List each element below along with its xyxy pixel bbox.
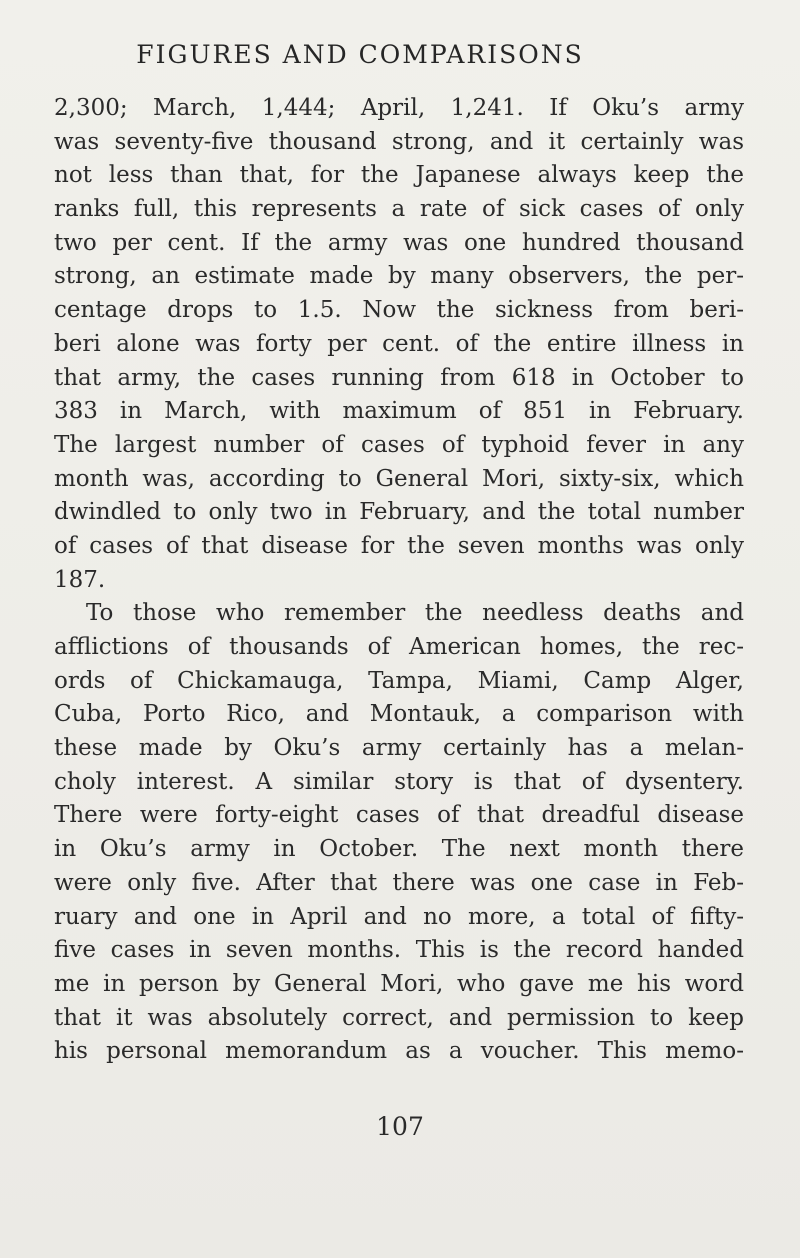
text-line: of cases of that disease for the seven months was only	[54, 532, 744, 559]
text-line: 2,300; March, 1,444; April, 1,241. If Oku’s army	[54, 95, 744, 121]
paragraph-1	[54, 92, 744, 597]
page-number: 107	[376, 1112, 424, 1141]
text-line: 383 in March, with maximum of 851 in February.	[54, 398, 744, 425]
text-line: strong, an estimate made by many observers, the per-	[54, 263, 744, 290]
text-line: five cases in seven months. This is the record handed	[54, 937, 744, 964]
text-line: ords of Chickamauga, Tampa, Miami, Camp Alger,	[54, 667, 744, 694]
text-line: me in person by General Mori, who gave me his word	[54, 970, 744, 997]
text-line: not less than that, for the Japanese always keep the	[54, 162, 744, 189]
text-line: To those who remember the needless deaths and	[86, 600, 744, 627]
text-line: two per cent. If the army was one hundred thousand	[54, 229, 744, 256]
body-text	[54, 92, 744, 1069]
text-line: these made by Oku’s army certainly has a melan-	[54, 735, 744, 762]
text-line: were only five. After that there was one case in Feb-	[54, 869, 744, 896]
text-line: dwindled to only two in February, and the total number	[54, 499, 744, 526]
text-line: choly interest. A similar story is that of dysentery.	[54, 768, 744, 795]
text-line: ruary and one in April and no more, a total of fifty-	[54, 903, 744, 930]
text-line: centage drops to 1.5. Now the sickness from beri-	[54, 297, 744, 324]
text-line: The largest number of cases of typhoid fever in any	[54, 431, 744, 458]
text-line: in Oku’s army in October. The next month there	[54, 836, 744, 863]
text-line: that it was absolutely correct, and permission to keep	[54, 1004, 744, 1031]
text-line: beri alone was forty per cent. of the entire illness in	[54, 330, 744, 357]
running-head: FIGURES AND COMPARISONS	[136, 40, 584, 69]
text-line: Cuba, Porto Rico, and Montauk, a comparison with	[54, 701, 744, 728]
text-line: ranks full, this represents a rate of sick cases of only	[54, 196, 744, 223]
paragraph-2	[54, 597, 744, 1069]
text-line: that army, the cases running from 618 in October to	[54, 364, 744, 391]
text-line: month was, according to General Mori, sixty-six, which	[54, 465, 744, 492]
text-line: his personal memorandum as a voucher. This memo-	[54, 1038, 744, 1065]
text-line: was seventy-five thousand strong, and it certainly was	[54, 128, 744, 155]
text-line: 187.	[54, 566, 106, 593]
text-line: There were forty-eight cases of that dreadful disease	[54, 802, 744, 829]
text-line: afflictions of thousands of American homes, the rec-	[54, 634, 744, 660]
